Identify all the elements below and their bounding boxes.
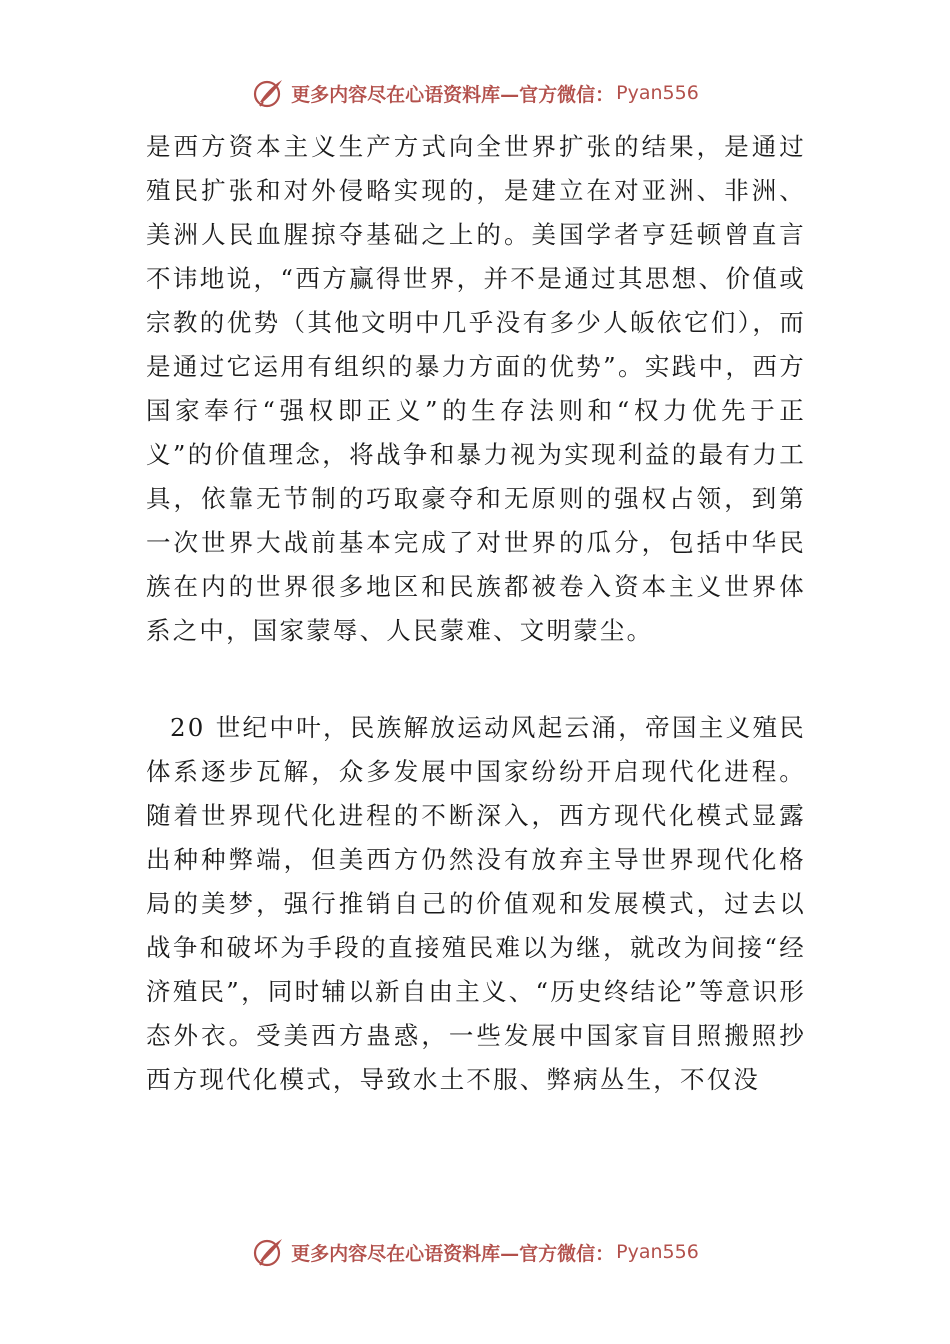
body-paragraph: 是西方资本主义生产方式向全世界扩张的结果，是通过殖民扩张和对外侵略实现的，是建立在对亚洲、非洲、美洲人民血腥掠夺基础之上的。美国学者亨廷顿曾直言不讳地说，“西方赢得世界，并不是通过其思想、价值或宗教的优势（其他文明中几乎没有多少人皈依它们），而是通过它运用有组织的暴力方面的优势”。实践中，西方国家奉行“强权即正义”的生存法则和“权力优先于正义”的价值理念，将战争和暴力视为实现利益的最有力工具，依靠无节制的巧取豪夺和无原则的强权占领，到第一次世界大战前基本完成了对世界的瓜分，包括中华民族在内的世界很多地区和民族都被卷入资本主义世界体系之中，国家蒙辱、人民蒙难、文明蒙尘。 bbox=[146, 132, 806, 645]
watermark-text: 更多内容尽在心语资料库—官方微信： bbox=[291, 83, 615, 106]
quill-pen-logo-icon bbox=[251, 76, 285, 110]
watermark-wechat-id: Pyan556 bbox=[616, 1241, 699, 1263]
body-paragraph: 20 世纪中叶，民族解放运动风起云涌，帝国主义殖民体系逐步瓦解，众多发展中国家纷纷开启现代化进程。随着世界现代化进程的不断深入，西方现代化模式显露出种种弊端，但美西方仍然没有放弃主导世界现代化格局的美梦，强行推销自己的价值观和发展模式，过去以战争和破坏为手段的直接殖民难以为继，就改为间接“经济殖民”，同时辅以新自由主义、“历史终结论”等意识形态外衣。受美西方蛊惑，一些发展中国家盲目照搬照抄西方现代化模式，导致水土不服、弊病丛生，不仅没 bbox=[146, 713, 806, 1094]
quill-pen-logo-icon bbox=[251, 1235, 285, 1269]
footer-watermark bbox=[0, 1232, 950, 1272]
watermark-text: 更多内容尽在心语资料库—官方微信： bbox=[291, 1242, 615, 1265]
header-watermark bbox=[0, 73, 950, 113]
watermark-wechat-id: Pyan556 bbox=[616, 82, 699, 104]
